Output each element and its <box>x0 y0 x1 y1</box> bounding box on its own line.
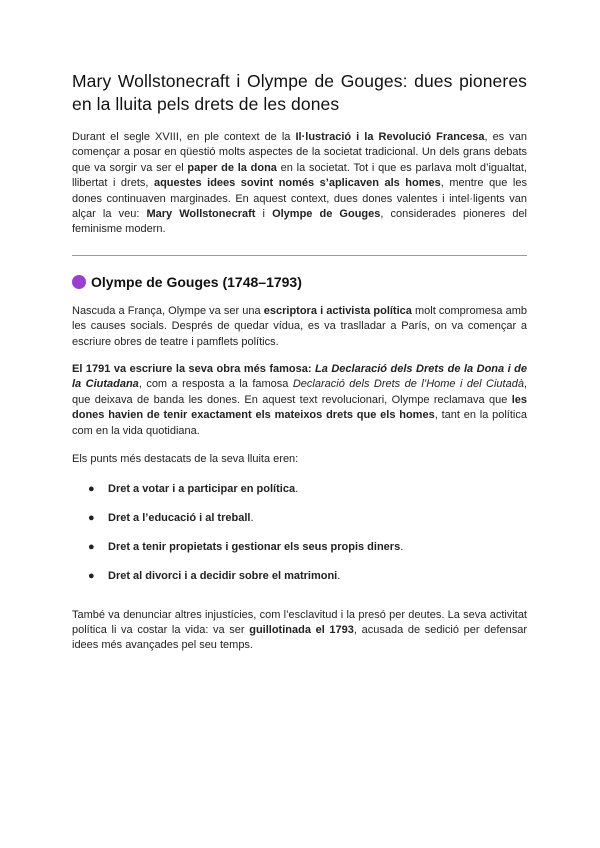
intro-text-6: , considerades pioneres del feminisme modern. <box>72 208 527 236</box>
declaration-bold-2: les dones havien de tenir exactament els mateixos drets que els homes <box>72 393 527 422</box>
declaration-reference: Declaració dels Drets de l’Home i del Ciutadà <box>292 378 524 391</box>
right-punct: . <box>400 540 404 553</box>
list-item <box>72 511 527 526</box>
declaration-bold-1: El 1791 va escriure la seva obra més famosa: <box>72 363 316 376</box>
section-heading-text: Olympe de Gouges (1748–1793) <box>91 273 302 290</box>
bullet-icon: ● <box>88 511 95 524</box>
bullet-icon: ● <box>88 569 95 582</box>
section-heading <box>72 272 527 292</box>
closing-paragraph <box>72 608 527 654</box>
right-label: Dret a l’educació i al treball <box>108 511 251 524</box>
intro-bold-2: paper de la dona <box>187 161 277 174</box>
right-punct: . <box>337 569 341 582</box>
right-label: Dret a votar i a participar en política <box>108 482 296 495</box>
intro-paragraph <box>72 130 527 238</box>
list-item <box>72 569 527 584</box>
closing-text-2: , acusada de sedició per defensar idees més avançades pel seu temps. <box>72 623 527 652</box>
rights-list <box>72 482 527 584</box>
intro-bold-3: aquestes idees sovint només s’aplicaven als homes <box>153 177 441 190</box>
document-page <box>72 70 527 654</box>
bullet-icon: ● <box>88 482 95 495</box>
closing-text-1: També va denunciar altres injustícies, com l’esclavitud i la presó per deutes. La seva activitat política li va costar la vida: va ser <box>72 608 527 636</box>
closing-bold-1: guillotinada el 1793 <box>249 623 354 636</box>
intro-text-4: , mentre que les dones continuaven marginades. En aquest context, dues dones valentes i intel·ligents van alçar la veu: <box>72 177 527 221</box>
intro-bold-4: Mary Wollstonecraft <box>146 208 256 221</box>
intro-text-3: en la societat. Tot i que es parlava molt d’igualtat, llibertat i drets, <box>72 161 527 190</box>
list-item <box>72 540 527 555</box>
bio-bold-1: escriptora i activista política <box>263 304 412 317</box>
bio-text-2: molt compromesa amb les causes socials. Després de quedar vídua, es va traslladar a París, on va començar a escriure obres de teatre i pamflets polítics. <box>72 304 527 348</box>
declaration-paragraph <box>72 362 527 439</box>
declaration-title: La Declaració dels Drets de la Dona i de la Ciutadana <box>72 363 527 391</box>
right-label: Dret a tenir propietats i gestionar els seus propis diners <box>108 540 401 553</box>
bio-text-1: Nascuda a França, Olympe va ser una <box>72 304 264 317</box>
section-divider <box>72 255 527 256</box>
declaration-text-2: , que deixava de banda les dones. En aquest text revolucionari, Olympe reclamava que <box>72 378 527 406</box>
declaration-text-1: , com a resposta a la famosa <box>138 378 293 391</box>
bio-paragraph <box>72 304 527 350</box>
list-intro: Els punts més destacats de la seva lluita eren: <box>72 453 299 466</box>
bullet-icon: ● <box>88 540 95 553</box>
list-item <box>72 482 527 497</box>
intro-text-2: , es van començar a posar en qüestió molts aspectes de la societat tradicional. Un dels grans debats que va sorgir va ser el <box>72 131 527 174</box>
right-punct: . <box>295 482 299 495</box>
page-title: Mary Wollstonecraft i Olympe de Gouges: dues pioneres en la lluita pels drets de les dones <box>72 71 527 114</box>
intro-bold-5: Olympe de Gouges <box>272 208 381 221</box>
intro-text-5: i <box>255 208 273 221</box>
declaration-text-3: , tant en la política com en la vida quotidiana. <box>72 409 527 437</box>
right-label: Dret al divorci i a decidir sobre el matrimoni <box>108 569 338 582</box>
purple-circle-icon <box>72 275 86 289</box>
intro-bold-1: Il·lustració i la Revolució Francesa <box>295 131 485 143</box>
intro-text-1: Durant el segle XVIII, en ple context de la <box>72 131 296 143</box>
right-punct: . <box>250 511 254 524</box>
